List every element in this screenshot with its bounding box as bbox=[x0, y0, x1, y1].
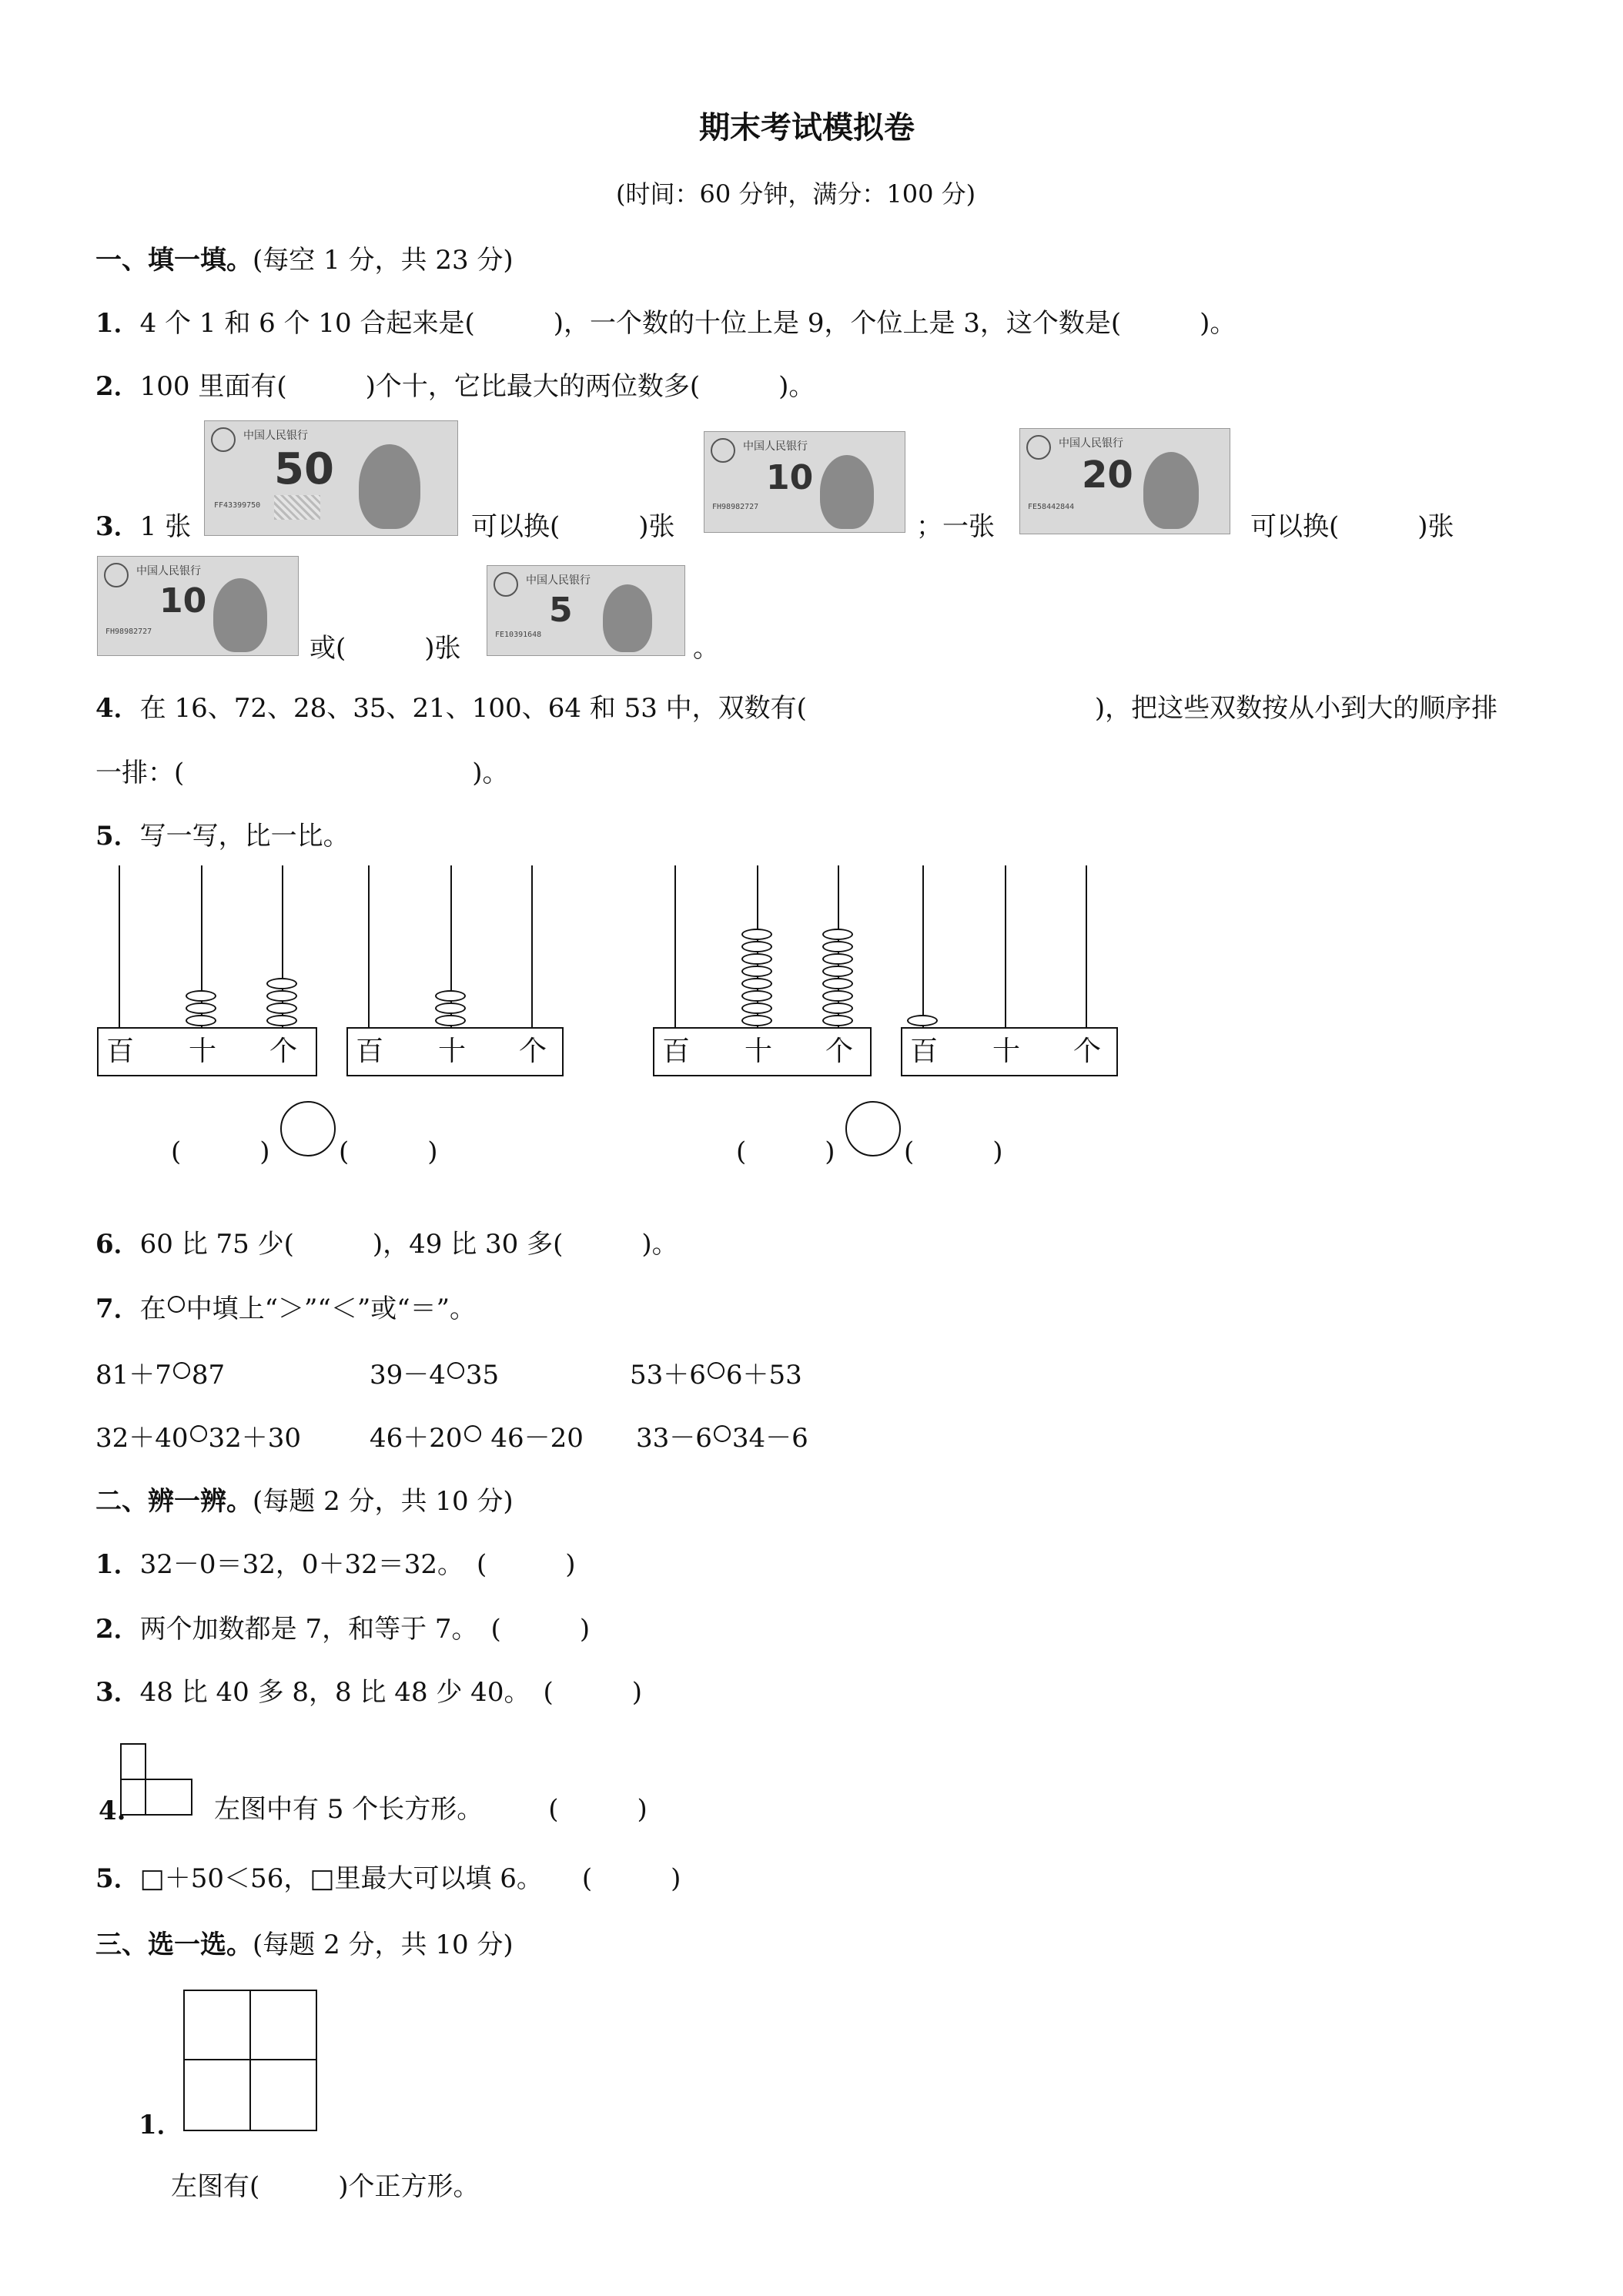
abacus-rod bbox=[674, 865, 676, 1027]
section-3-heading: 三、选一选。(每题 2 分，共 10 分) bbox=[95, 1930, 514, 1960]
abacus-rod bbox=[922, 865, 924, 1027]
place-label: 百 bbox=[910, 1036, 939, 1067]
abacus-bead bbox=[822, 929, 853, 940]
page-title: 期末考试模拟卷 bbox=[699, 109, 915, 146]
abacus-rod bbox=[1086, 865, 1087, 1027]
s1-q6: 6．60 比 75 少( )，49 比 30 多( )。 bbox=[95, 1229, 678, 1260]
s1-q3-exchange-1: 可以换( )张 bbox=[471, 511, 675, 542]
compare-item-4: 32＋40 32＋30 bbox=[95, 1423, 302, 1454]
compare-circle[interactable] bbox=[190, 1425, 207, 1442]
abacus-rod bbox=[119, 865, 120, 1027]
compare-circle-1[interactable] bbox=[280, 1101, 336, 1156]
abacus-bead bbox=[266, 1015, 297, 1026]
abacus-bead bbox=[822, 990, 853, 1002]
s1-q3-line1: 3．1 张 bbox=[95, 511, 192, 542]
s3-q1: 左图有( )个正方形。 bbox=[171, 2171, 480, 2202]
compare-item-3: 53＋6 6＋53 bbox=[630, 1360, 802, 1391]
place-label: 个 bbox=[825, 1036, 854, 1067]
figure-divider bbox=[145, 1779, 146, 1816]
s1-q1: 1．4 个 1 和 6 个 10 合起来是( )，一个数的十位上是 9，个位上是 3，这个数是( )。 bbox=[95, 308, 1236, 339]
abacus-rod bbox=[368, 865, 370, 1027]
banknote-20: 中国人民银行 20 FE58442844 bbox=[1019, 428, 1230, 534]
place-label: 个 bbox=[1073, 1036, 1102, 1067]
abacus-4-base bbox=[901, 1027, 1118, 1076]
abacus-bead bbox=[741, 1015, 772, 1026]
place-label: 百 bbox=[356, 1036, 384, 1067]
abacus-bead bbox=[435, 1002, 466, 1014]
abacus-3-base bbox=[653, 1027, 872, 1076]
abacus-1-base bbox=[97, 1027, 317, 1076]
place-label: 百 bbox=[662, 1036, 691, 1067]
s1-q7: 7．在 中填上“＞”“＜”或“＝”。 bbox=[95, 1294, 476, 1324]
compare-circle[interactable] bbox=[714, 1425, 731, 1442]
abacus-bead bbox=[186, 1002, 216, 1014]
compare-circle[interactable] bbox=[447, 1362, 464, 1379]
s3-q1-num: 1． bbox=[139, 2110, 183, 2140]
abacus-bead bbox=[186, 990, 216, 1002]
abacus-pair1-blank-right: ( ) bbox=[339, 1136, 438, 1167]
abacus-bead bbox=[435, 990, 466, 1002]
abacus-pair2-blank-left: ( ) bbox=[736, 1136, 835, 1167]
place-label: 个 bbox=[269, 1036, 298, 1067]
compare-item-6: 33－6 34－6 bbox=[636, 1423, 808, 1454]
place-label: 百 bbox=[106, 1036, 135, 1067]
s2-q2: 2．两个加数都是 7，和等于 7。 ( ) bbox=[95, 1614, 591, 1645]
abacus-bead bbox=[435, 1015, 466, 1026]
abacus-bead bbox=[822, 1002, 853, 1014]
figure-rect-top bbox=[120, 1743, 146, 1780]
place-label: 十 bbox=[438, 1036, 467, 1067]
place-label: 十 bbox=[745, 1036, 773, 1067]
s1-q4-line2: 一排：( )。 bbox=[95, 758, 509, 788]
banknote-10b: 中国人民银行 10 FH98982727 bbox=[97, 556, 299, 656]
abacus-bead bbox=[266, 978, 297, 989]
abacus-rod bbox=[1005, 865, 1006, 1027]
s2-q1: 1．32－0＝32，0＋32＝32。 ( ) bbox=[95, 1549, 576, 1580]
abacus-bead bbox=[741, 1002, 772, 1014]
abacus-pair1-blank-left: ( ) bbox=[171, 1136, 270, 1167]
abacus-bead bbox=[741, 990, 772, 1002]
section-2-heading: 二、辨一辨。(每题 2 分，共 10 分) bbox=[95, 1486, 514, 1517]
abacus-bead bbox=[741, 966, 772, 977]
s1-q5: 5．写一写，比一比。 bbox=[95, 821, 350, 852]
abacus-bead bbox=[822, 953, 853, 965]
abacus-bead bbox=[266, 1002, 297, 1014]
place-label: 十 bbox=[189, 1036, 217, 1067]
abacus-pair2-blank-right: ( ) bbox=[904, 1136, 1003, 1167]
s1-q3-exchange-2: 可以换( )张 bbox=[1250, 511, 1454, 542]
grid-hline bbox=[183, 2059, 317, 2060]
abacus-bead bbox=[822, 941, 853, 952]
abacus-bead bbox=[907, 1015, 938, 1026]
circle-icon bbox=[168, 1296, 185, 1313]
compare-item-1: 81＋7 87 bbox=[95, 1360, 226, 1391]
s2-q5: 5．□＋50＜56，□里最大可以填 6。 ( ) bbox=[95, 1863, 681, 1894]
s1-q4: 4．在 16、72、28、35、21、100、64 和 53 中，双数有( )，把这些双数按从小到大的顺序排 bbox=[95, 693, 1498, 724]
s2-q3: 3．48 比 40 多 8，8 比 48 少 40。 ( ) bbox=[95, 1677, 642, 1708]
s1-q3-exchange-3: 或( )张 bbox=[310, 633, 461, 664]
abacus-bead bbox=[822, 978, 853, 989]
abacus-bead bbox=[741, 929, 772, 940]
s1-q2: 2．100 里面有( )个十，它比最大的两位数多( )。 bbox=[95, 371, 815, 402]
compare-circle[interactable] bbox=[708, 1362, 724, 1379]
s2-q4: 左图中有 5 个长方形。 ( ) bbox=[214, 1794, 648, 1825]
compare-item-5: 46＋20 46－20 bbox=[370, 1423, 584, 1454]
abacus-bead bbox=[741, 978, 772, 989]
abacus-bead bbox=[186, 1015, 216, 1026]
s2-q4-num: 4. bbox=[99, 1796, 126, 1826]
compare-item-2: 39－4 35 bbox=[370, 1360, 500, 1391]
banknote-50: 中国人民银行 50 FF43399750 bbox=[204, 420, 458, 536]
compare-circle[interactable] bbox=[173, 1362, 190, 1379]
abacus-2-base bbox=[346, 1027, 564, 1076]
figure-rect-bottom bbox=[120, 1779, 192, 1816]
s1-q3-sep: ；一张 bbox=[916, 511, 995, 542]
s1-q3-end: 。 bbox=[693, 633, 719, 664]
abacus-bead bbox=[822, 1015, 853, 1026]
compare-circle[interactable] bbox=[464, 1425, 481, 1442]
banknote-5: 中国人民银行 5 FE10391648 bbox=[487, 565, 685, 656]
grid-vline bbox=[249, 1990, 251, 2131]
abacus-rod bbox=[531, 865, 533, 1027]
section-1-heading: 一、填一填。(每空 1 分，共 23 分) bbox=[95, 245, 514, 276]
abacus-bead bbox=[741, 953, 772, 965]
banknote-10: 中国人民银行 10 FH98982727 bbox=[704, 431, 905, 533]
abacus-bead bbox=[741, 941, 772, 952]
place-label: 十 bbox=[992, 1036, 1021, 1067]
abacus-bead bbox=[266, 990, 297, 1002]
place-label: 个 bbox=[519, 1036, 547, 1067]
exam-note: (时间：60 分钟，满分：100 分) bbox=[616, 179, 976, 209]
compare-circle-2[interactable] bbox=[845, 1101, 901, 1156]
abacus-bead bbox=[822, 966, 853, 977]
